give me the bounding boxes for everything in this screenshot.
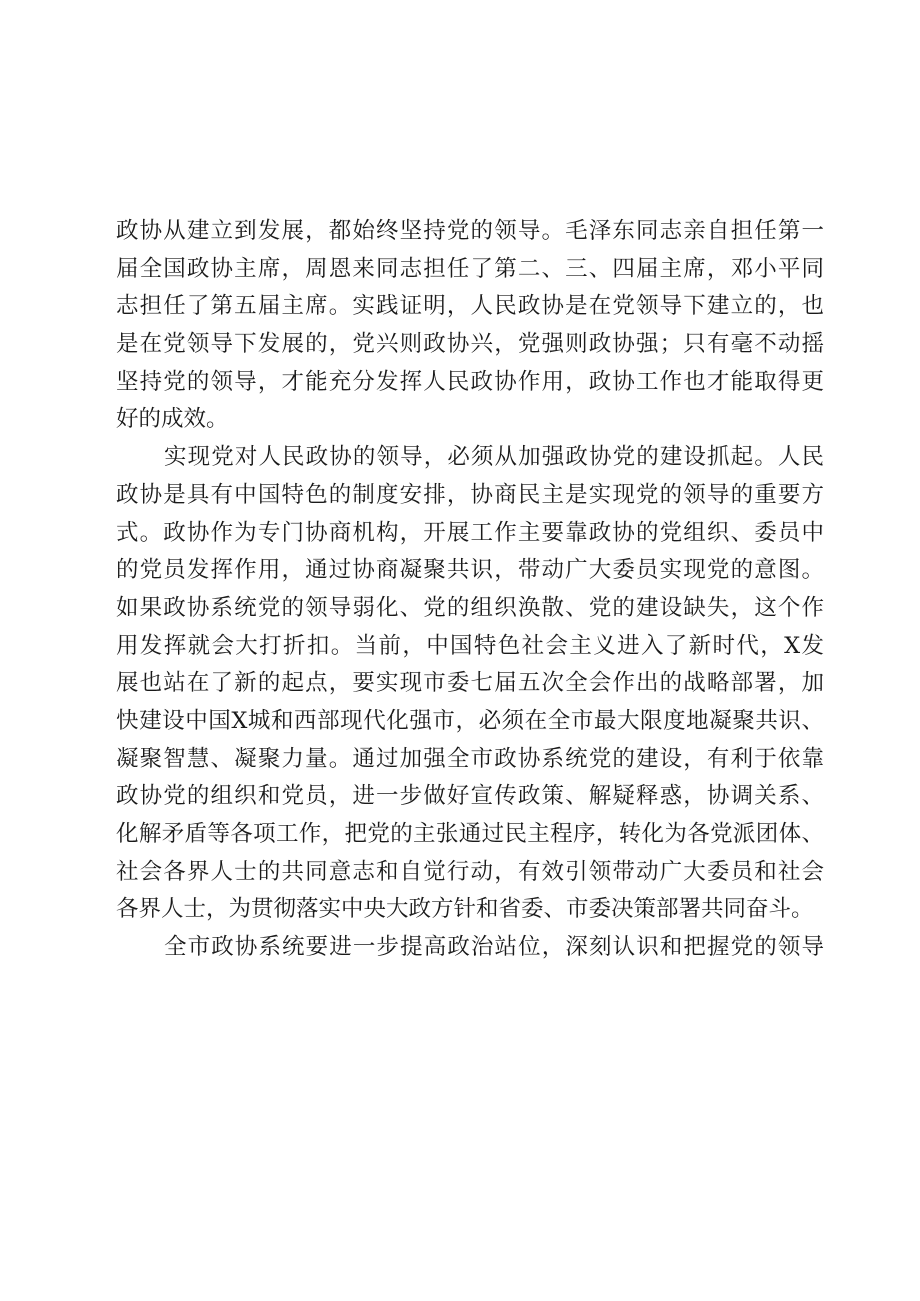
paragraph-2-line-8: 快建设中国X城和西部现代化强市，必须在全市最大限度地凝聚共识、 bbox=[116, 707, 824, 734]
paragraph-2-line-3: 式。政协作为专门协商机构，开展工作主要靠政协的党组织、委员中 bbox=[116, 519, 824, 546]
body-text bbox=[116, 213, 824, 967]
paragraph-2-line-5: 如果政协系统党的领导弱化、党的组织涣散、党的建设缺失，这个作 bbox=[116, 594, 824, 621]
paragraph-3-line-1: 全市政协系统要进一步提高政治站位，深刻认识和把握党的领导 bbox=[164, 934, 824, 961]
paragraph-1-line-4: 是在党领导下发展的，党兴则政协兴，党强则政协强；只有毫不动摇 bbox=[116, 331, 824, 358]
paragraph-1-line-6: 好的成效。 bbox=[116, 406, 229, 433]
paragraph-1-line-1: 政协从建立到发展，都始终坚持党的领导。毛泽东同志亲自担任第一 bbox=[116, 218, 824, 244]
paragraph-2-line-12: 社会各界人士的共同意志和自觉行动，有效引领带动广大委员和社会 bbox=[116, 858, 824, 885]
paragraph-2-line-11: 化解矛盾等各项工作，把党的主张通过民主程序，转化为各党派团体、 bbox=[116, 821, 824, 847]
paragraph-2-line-13: 各界人士，为贯彻落实中央大政方针和省委、市委决策部署共同奋斗。 bbox=[116, 896, 814, 923]
paragraph-2-line-9: 凝聚智慧、凝聚力量。通过加强全市政协系统党的建设，有利于依靠 bbox=[116, 745, 824, 772]
paragraph-1-line-2: 届全国政协主席，周恩来同志担任了第二、三、四届主席，邓小平同 bbox=[116, 255, 824, 282]
paragraph-2-line-10: 政协党的组织和党员，进一步做好宣传政策、解疑释惑，协调关系、 bbox=[116, 783, 824, 810]
paragraph-2-line-1: 实现党对人民政协的领导，必须从加强政协党的建设抓起。人民 bbox=[164, 444, 824, 471]
paragraph-1-line-5: 坚持党的领导，才能充分发挥人民政协作用，政协工作也才能取得更 bbox=[116, 368, 824, 395]
paragraph-1-line-3: 志担任了第五届主席。实践证明，人民政协是在党领导下建立的，也 bbox=[116, 293, 824, 320]
paragraph-2-line-7: 展也站在了新的起点，要实现市委七届五次全会作出的战略部署，加 bbox=[116, 670, 824, 697]
paragraph-2-line-2: 政协是具有中国特色的制度安排，协商民主是实现党的领导的重要方 bbox=[116, 481, 824, 508]
paragraph-2-line-6: 用发挥就会大打折扣。当前，中国特色社会主义进入了新时代，X发 bbox=[116, 632, 824, 659]
paragraph-2-line-4: 的党员发挥作用，通过协商凝聚共识，带动广大委员实现党的意图。 bbox=[116, 557, 824, 584]
